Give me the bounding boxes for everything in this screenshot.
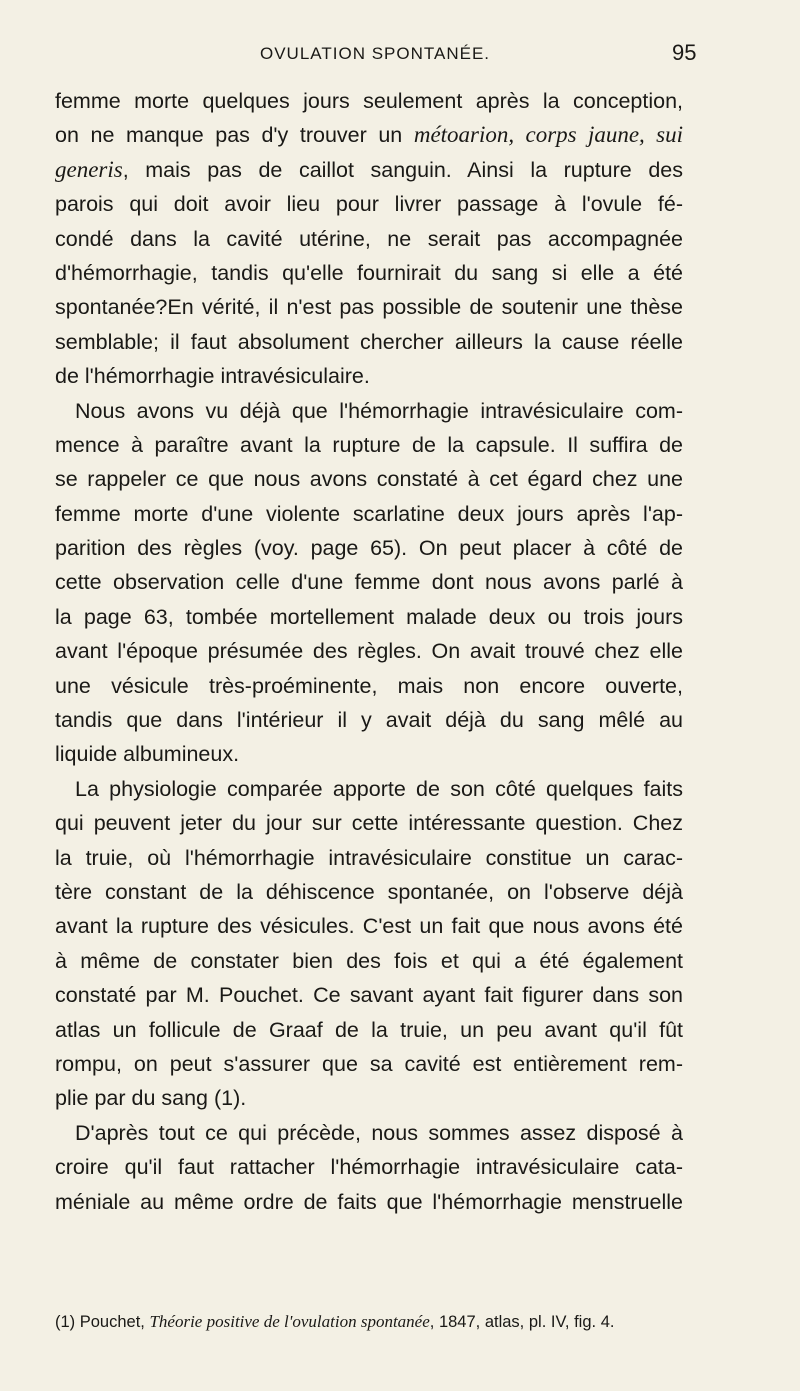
paragraph-first-line: D'après tout ce qui précède, nous sommes assez disposé à bbox=[75, 1120, 683, 1145]
text-line bbox=[55, 118, 683, 152]
paragraph-last-line: plie par du sang (1). bbox=[55, 1086, 247, 1111]
text-line: cette observation celle d'une femme dont nous avons parlé à bbox=[55, 570, 683, 595]
text-segment: on ne manque pas d'y trouver un bbox=[55, 123, 414, 148]
text-line: condé dans la cavité utérine, ne serait pas accompagnée bbox=[55, 226, 683, 251]
text-line: parition des règles (voy. page 65). On peut placer à côté de bbox=[55, 536, 683, 561]
text-line: la page 63, tombée mortellement malade deux ou trois jours bbox=[55, 604, 683, 629]
text-line: à même de constater bien des fois et qui a été également bbox=[55, 948, 683, 973]
footnote bbox=[55, 1312, 695, 1332]
page-number: 95 bbox=[672, 40, 697, 65]
paragraph-last-line: de l'hémorrhagie intravésiculaire. bbox=[55, 364, 370, 389]
text-line: femme morte quelques jours seulement après la conception, bbox=[55, 89, 683, 113]
text-line: croire qu'il faut rattacher l'hémorrhagie intravésiculaire cata- bbox=[55, 1155, 683, 1180]
running-head bbox=[0, 40, 800, 74]
text-line: la truie, où l'hémorrhagie intravésiculaire constitue un carac- bbox=[55, 845, 683, 870]
paragraph-first-line: La physiologie comparée apporte de son côté quelques faits bbox=[75, 776, 683, 801]
text-line: femme morte d'une violente scarlatine deux jours après l'ap- bbox=[55, 501, 683, 526]
text-line: tandis que dans l'intérieur il y avait déjà du sang mêlé au bbox=[55, 708, 683, 733]
text-line: constaté par M. Pouchet. Ce savant ayant fait figurer dans son bbox=[55, 983, 683, 1008]
text-line: qui peuvent jeter du jour sur cette intéressante question. Chez bbox=[55, 811, 683, 836]
text-line: rompu, on peut s'assurer que sa cavité est entièrement rem- bbox=[55, 1051, 683, 1076]
body-text bbox=[55, 84, 683, 1219]
text-line: avant l'époque présumée des règles. On avait trouvé chez elle bbox=[55, 639, 683, 664]
paragraph-last-line: liquide albumineux. bbox=[55, 742, 240, 767]
text-line: d'hémorrhagie, tandis qu'elle fournirait du sang si elle a été bbox=[55, 260, 683, 285]
text-line: méniale au même ordre de faits que l'hémorrhagie menstruelle bbox=[55, 1189, 683, 1214]
text-line: tère constant de la déhiscence spontanée, on l'observe déjà bbox=[55, 879, 683, 904]
text-line bbox=[55, 153, 683, 187]
footnote-marker: (1) Pouchet, bbox=[55, 1313, 150, 1331]
text-line: mence à paraître avant la rupture de la capsule. Il suffira de bbox=[55, 432, 683, 457]
text-line: spontanée?En vérité, il n'est pas possible de soutenir une thèse bbox=[55, 295, 683, 320]
text-line: atlas un follicule de Graaf de la truie, un peu avant qu'il fût bbox=[55, 1017, 683, 1042]
running-title: OVULATION SPONTANÉE. bbox=[260, 44, 491, 63]
text-line: avant la rupture des vésicules. C'est un fait que nous avons été bbox=[55, 914, 683, 939]
italic-term: generis bbox=[55, 156, 123, 182]
italic-term: métoarion, corps jaune, sui bbox=[413, 122, 683, 148]
text-line: semblable; il faut absolument chercher ailleurs la cause réelle bbox=[55, 329, 683, 354]
paragraph-first-line: Nous avons vu déjà que l'hémorrhagie intravésiculaire com- bbox=[75, 398, 683, 423]
text-line: se rappeler ce que nous avons constaté à cet égard chez une bbox=[55, 467, 683, 492]
text-line: parois qui doit avoir lieu pour livrer passage à l'ovule fé- bbox=[55, 192, 683, 217]
text-segment: , mais pas de caillot sanguin. Ainsi la rupture des bbox=[122, 157, 683, 182]
text-line: une vésicule très-proéminente, mais non encore ouverte, bbox=[55, 673, 683, 698]
footnote-reference: , 1847, atlas, pl. IV, fig. 4. bbox=[429, 1313, 615, 1331]
footnote-title: Théorie positive de l'ovulation spontanée bbox=[149, 1312, 430, 1331]
